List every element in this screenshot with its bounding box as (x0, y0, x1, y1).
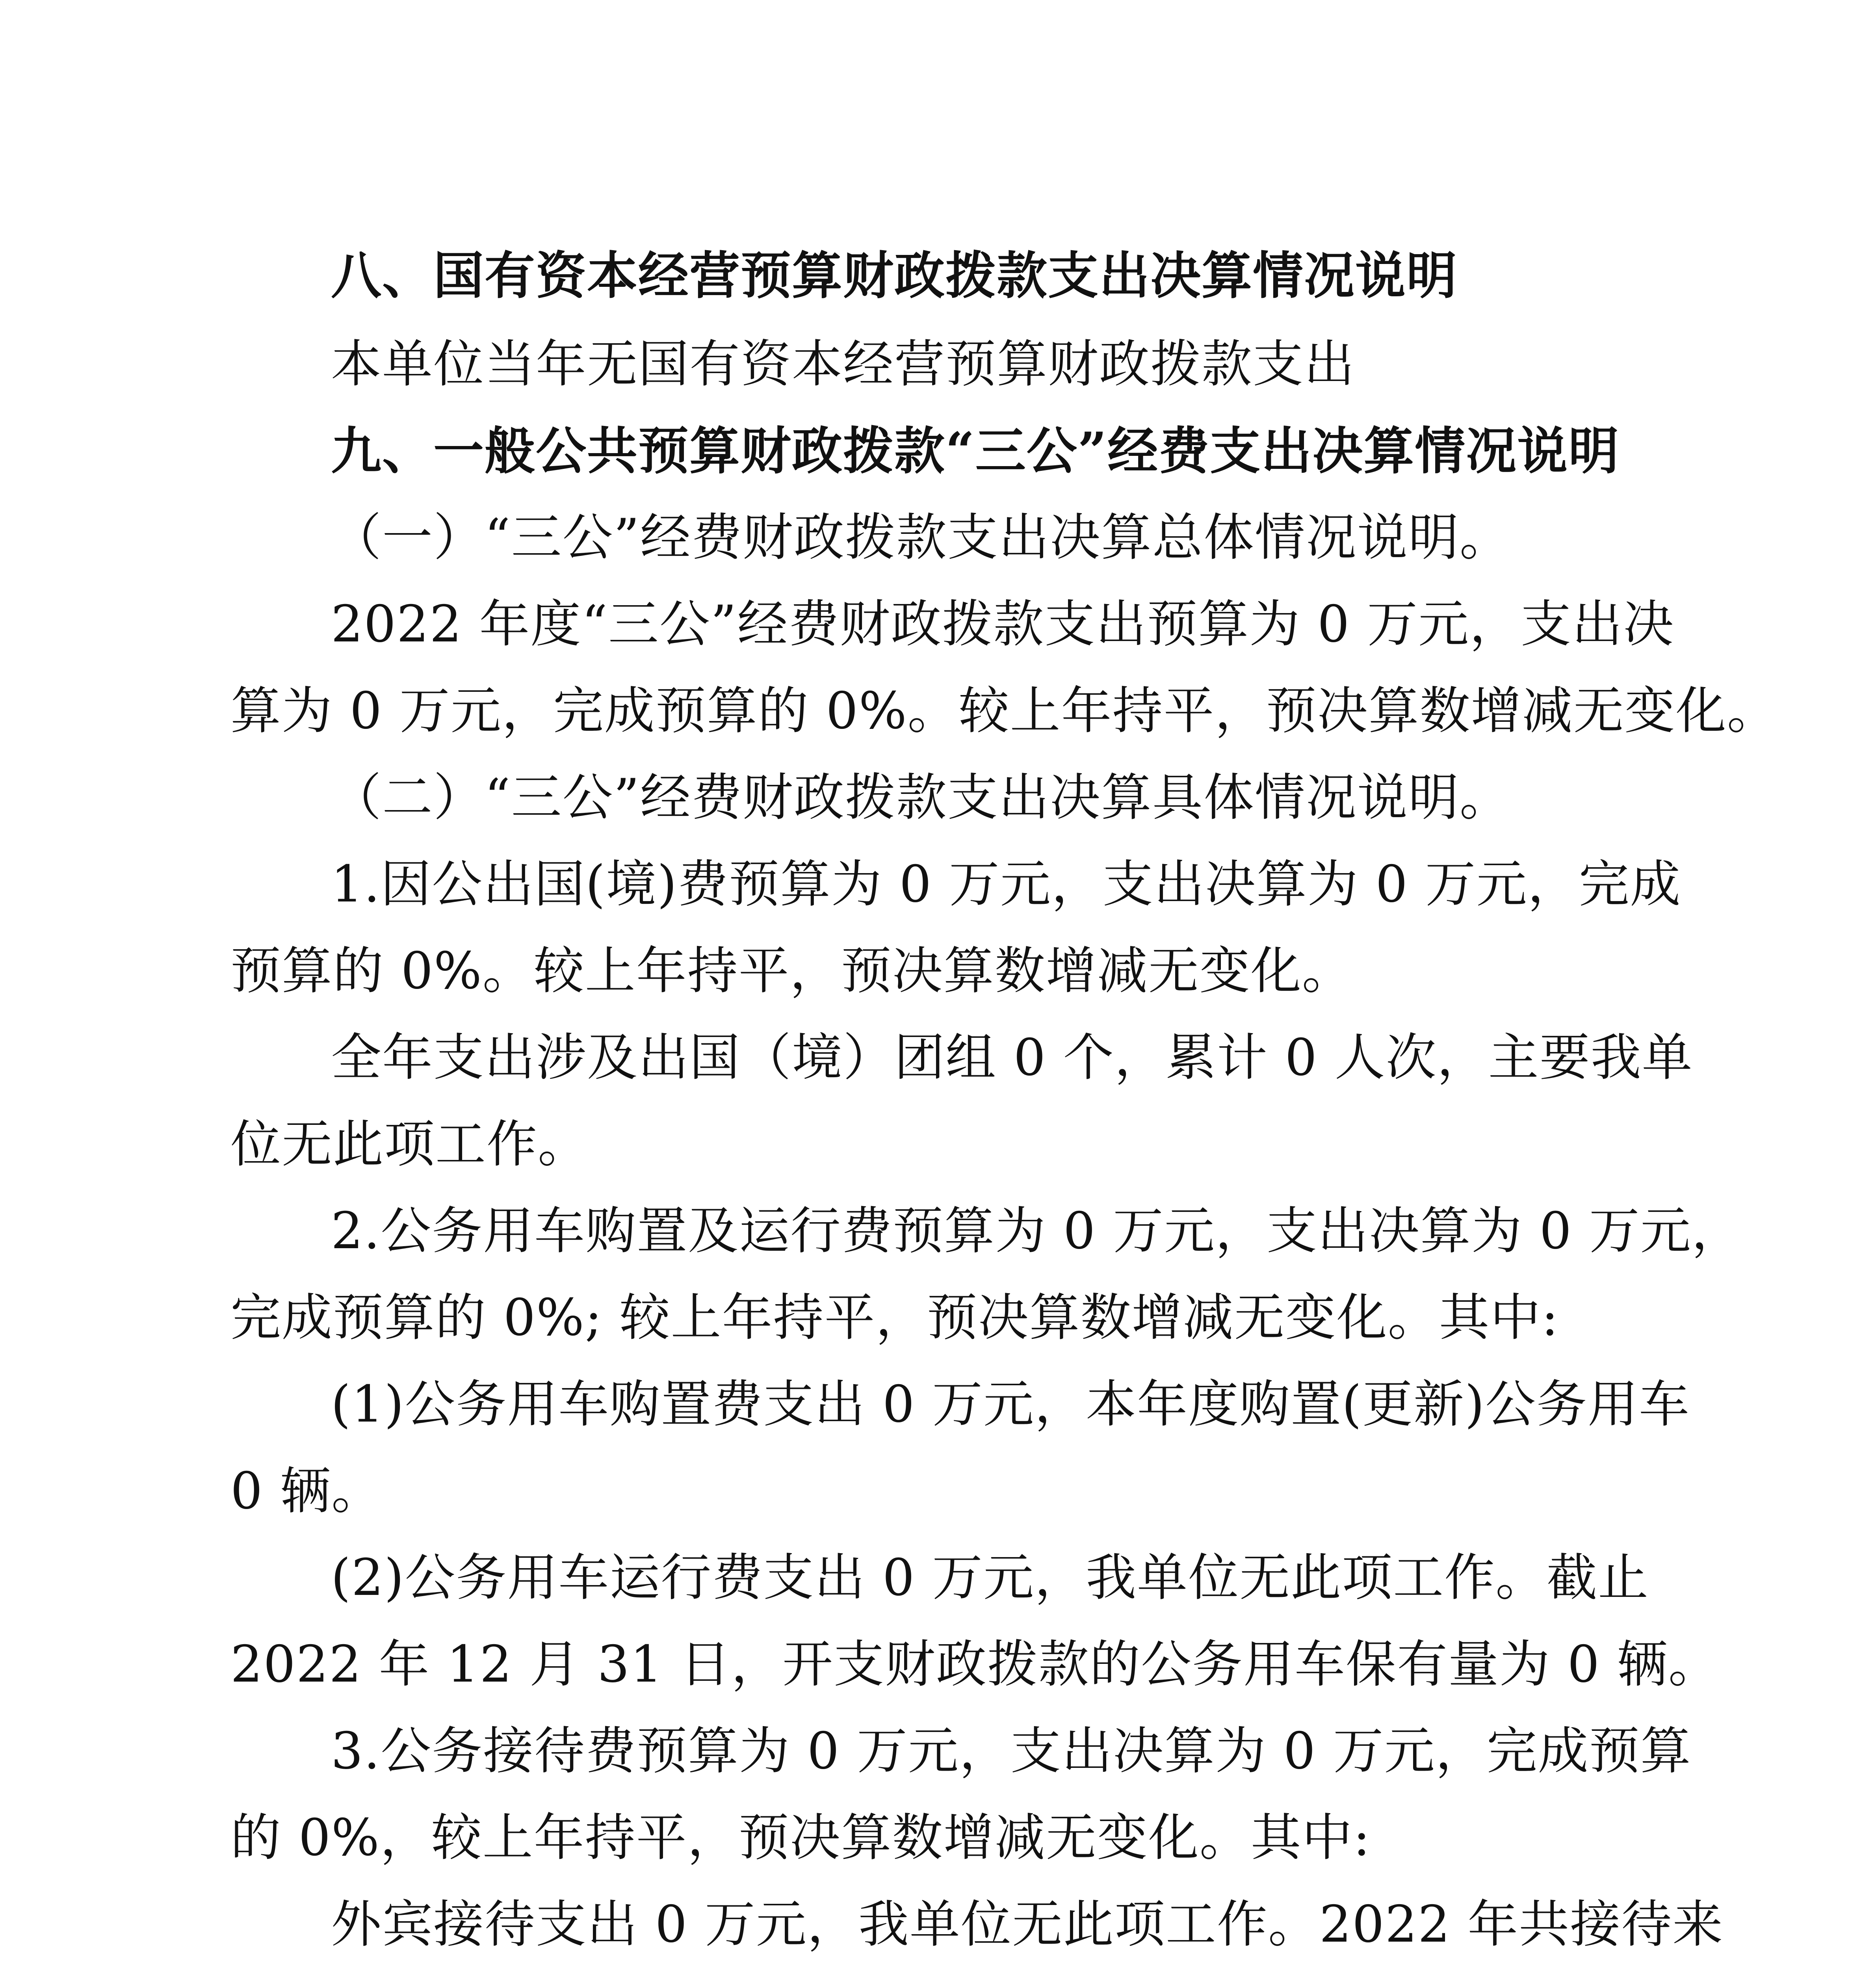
subsection-2-heading: （二）“三公”经费财政拨款支出决算具体情况说明。 (331, 768, 1511, 827)
paragraph-line: 3.公务接待费预算为 0 万元，支出决算为 0 万元，完成预算 (331, 1722, 1692, 1780)
paragraph-line: 2022 年 12 月 31 日，开支财政拨款的公务用车保有量为 0 辆。 (230, 1635, 1720, 1694)
paragraph-line: 预算的 0%。较上年持平，预决算数增减无变化。 (230, 942, 1353, 1000)
paragraph-line: 算为 0 万元，完成预算的 0%。较上年持平，预决算数增减无变化。 (230, 682, 1778, 740)
paragraph-line: 的 0%，较上年持平，预决算数增减无变化。其中: (230, 1808, 1371, 1867)
paragraph-line: 全年支出涉及出国（境）团组 0 个，累计 0 人次，主要我单 (331, 1028, 1693, 1087)
paragraph-line: 位无此项工作。 (230, 1115, 589, 1174)
paragraph-line: 2022 年度“三公”经费财政拨款支出预算为 0 万元，支出决 (331, 595, 1675, 654)
section-8-heading: 八、国有资本经营预算财政拨款支出决算情况说明 (331, 246, 1458, 305)
paragraph-line: (2)公务用车运行费支出 0 万元，我单位无此项工作。截止 (331, 1548, 1649, 1607)
paragraph-line: 外宾接待支出 0 万元，我单位无此项工作。2022 年共接待来 (331, 1895, 1724, 1954)
section-8-text: 本单位当年无国有资本经营预算财政拨款支出 (331, 335, 1356, 394)
paragraph-line: 完成预算的 0%; 较上年持平，预决算数增减无变化。其中: (230, 1288, 1559, 1347)
paragraph-line: 0 辆。 (230, 1462, 383, 1520)
subsection-1-heading: （一）“三公”经费财政拨款支出决算总体情况说明。 (331, 508, 1511, 567)
paragraph-line: 2.公务用车购置及运行费预算为 0 万元，支出决算为 0 万元， (331, 1202, 1743, 1260)
paragraph-line: (1)公务用车购置费支出 0 万元，本年度购置(更新)公务用车 (331, 1375, 1690, 1434)
paragraph-line: 1.因公出国(境)费预算为 0 万元，支出决算为 0 万元，完成 (331, 855, 1681, 914)
section-9-heading: 九、一般公共预算财政拨款“三公”经费支出决算情况说明 (331, 422, 1620, 481)
